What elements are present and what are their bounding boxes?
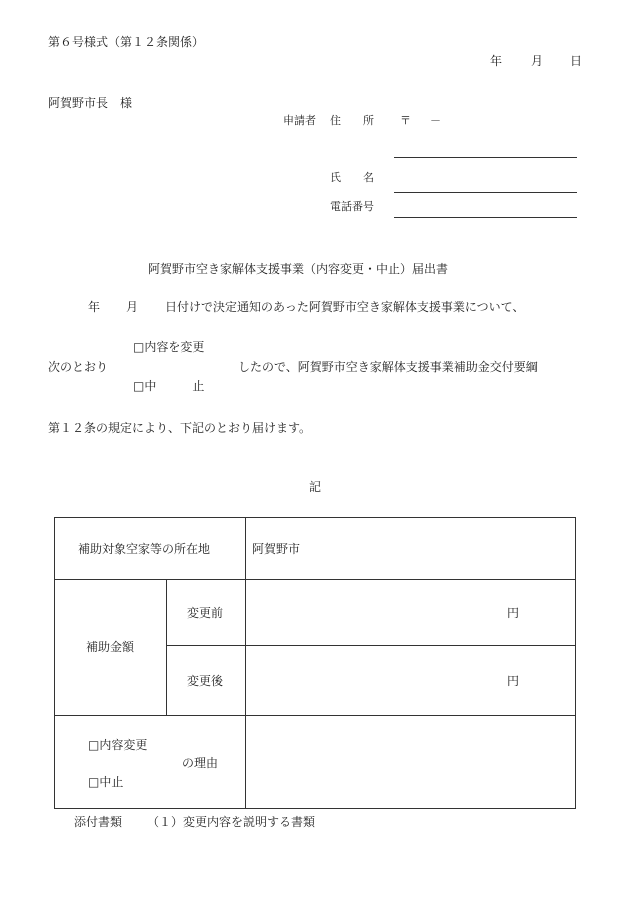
after-label: 変更後 <box>187 674 224 688</box>
applicant-label: 申請者 <box>283 114 316 127</box>
name-label: 氏 名 <box>330 171 374 184</box>
date-month: 月 <box>531 54 544 68</box>
postal-dash: － <box>430 114 441 127</box>
body-month: 月 <box>126 300 139 314</box>
table-divider <box>166 645 575 646</box>
phone-underline <box>394 217 577 218</box>
addressee: 阿賀野市長 様 <box>48 96 133 110</box>
location-label: 補助対象空家等の所在地 <box>78 542 211 556</box>
before-label: 変更前 <box>187 606 224 620</box>
postal-mark: 〒 <box>400 114 411 127</box>
address-underline <box>394 157 577 158</box>
phone-label: 電話番号 <box>330 200 374 213</box>
body-prefix: 次のとおり <box>48 360 109 374</box>
location-value: 阿賀野市 <box>252 542 301 556</box>
document-title: 阿賀野市空き家解体支援事業（内容変更・中止）届出書 <box>148 262 449 276</box>
body-line2: したので、阿賀野市空き家解体支援事業補助金交付要綱 <box>238 360 538 374</box>
body-line3: 第１２条の規定により、下記のとおり届けます。 <box>48 421 312 435</box>
form-number: 第６号様式（第１２条関係） <box>48 35 205 49</box>
option-change: □内容を変更 <box>133 340 205 354</box>
yen-after: 円 <box>507 674 520 688</box>
reason-stop: □中止 <box>88 775 124 789</box>
body-year: 年 <box>88 300 101 314</box>
address-label: 住 所 <box>330 114 374 127</box>
reason-change: □内容変更 <box>88 738 148 752</box>
name-underline <box>394 192 577 193</box>
ki-heading: 記 <box>309 480 322 494</box>
table-divider <box>55 715 575 716</box>
body-line1: 日付けで決定通知のあった阿賀野市空き家解体支援事業について、 <box>165 300 525 314</box>
table-divider <box>55 579 575 580</box>
details-table <box>54 517 576 809</box>
amount-label: 補助金額 <box>86 640 135 654</box>
reason-suffix: の理由 <box>182 756 219 770</box>
table-divider <box>245 518 246 808</box>
date-year: 年 <box>490 54 503 68</box>
table-divider <box>166 579 167 715</box>
option-stop: □中 止 <box>133 379 205 393</box>
date-day: 日 <box>570 54 583 68</box>
yen-before: 円 <box>507 606 520 620</box>
attachment-label: 添付書類 <box>74 815 123 829</box>
attachment-item-1: （１）変更内容を説明する書類 <box>147 815 316 829</box>
